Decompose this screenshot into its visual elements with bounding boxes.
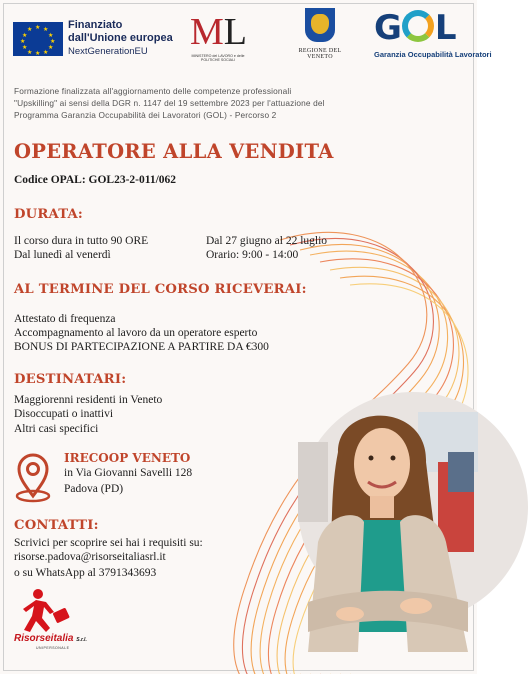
ministero-caption: MINISTERO del LAVORO e delle POLITICHE SOCIALI (191, 54, 245, 62)
course-code: Codice OPAL: GOL23-2-011/062 (14, 174, 177, 186)
contatti-intro: Scrivici per scoprire sei hai i requisiti su: (14, 537, 203, 549)
contatti-email[interactable]: risorse.padova@risorseitaliasrl.it (14, 551, 166, 563)
destinatari-item: Altri casi specifici (14, 423, 99, 435)
eu-line3: NextGenerationEU (68, 46, 148, 57)
runner-briefcase-icon (18, 588, 78, 638)
intro-line: Programma Garanzia Occupabilità dei Lavoratori (GOL) - Percorso 2 (14, 109, 277, 120)
riceverai-item: Accompagnamento al lavoro da un operatore esperto (14, 327, 258, 339)
lion-shield-icon (305, 8, 335, 42)
durata-hours: Il corso dura in tutto 90 ORE (14, 235, 149, 247)
gol-caption: Garanzia Occupabilità Lavoratori (374, 50, 492, 59)
woman-photo (298, 392, 474, 652)
regione-veneto-logo (293, 8, 347, 60)
riceverai-item: Attestato di frequenza (14, 313, 116, 325)
durata-heading: DURATA: (14, 207, 83, 222)
eu-flag-icon: ★ ★ ★ ★ ★ ★ ★ ★ ★ ★ ★ ★ (13, 22, 63, 56)
ministero-lavoro-logo (190, 12, 246, 62)
intro-paragraph (14, 86, 464, 121)
destinatari-item: Maggiorenni residenti in Veneto (14, 394, 163, 406)
risorseitalia-logo: Risorseitalia S.r.l. (14, 633, 87, 644)
durata-schedule: Orario: 9:00 - 14:00 (206, 249, 299, 261)
regione-caption: REGIONE DEL VENETO (298, 48, 342, 60)
durata-dates: Dal 27 giugno al 22 luglio (206, 235, 328, 247)
eu-line1: Finanziato (68, 19, 123, 31)
location-pin-icon (14, 452, 52, 502)
sede-address: in Via Giovanni Savelli 128 (64, 467, 193, 479)
riceverai-heading: AL TERMINE DEL CORSO RICEVERAI: (14, 282, 307, 297)
destinatari-heading: DESTINATARI: (14, 372, 127, 387)
eu-funding-label (68, 19, 173, 58)
riceverai-item: BONUS DI PARTECIPAZIONE A PARTIRE DA €300 (14, 341, 269, 353)
destinatari-item: Disoccupati o inattivi (14, 408, 114, 420)
gol-wordmark: G L (374, 8, 456, 48)
contatti-heading: CONTATTI: (14, 518, 99, 533)
ministero-letters: ML (190, 11, 248, 53)
intro-line: "Upskilling" ai sensi della DGR n. 1147 del 19 settembre 2023 per l'attuazione del (14, 97, 325, 108)
sede-name: IRECOOP VENETO (64, 451, 191, 465)
sede-city: Padova (PD) (64, 483, 124, 495)
durata-days: Dal lunedì al venerdì (14, 249, 111, 261)
gol-ring-icon (402, 10, 434, 42)
course-title: OPERATORE ALLA VENDITA (14, 140, 334, 163)
gol-logo (374, 8, 492, 59)
intro-line: Formazione finalizzata all'aggiornamento delle competenze professionali (14, 86, 292, 96)
contatti-whatsapp[interactable]: o su WhatsApp al 3791343693 (14, 567, 157, 579)
risorseitalia-caption: UNIPERSONALE (36, 646, 70, 650)
eu-line2: dall'Unione europea (68, 32, 173, 44)
